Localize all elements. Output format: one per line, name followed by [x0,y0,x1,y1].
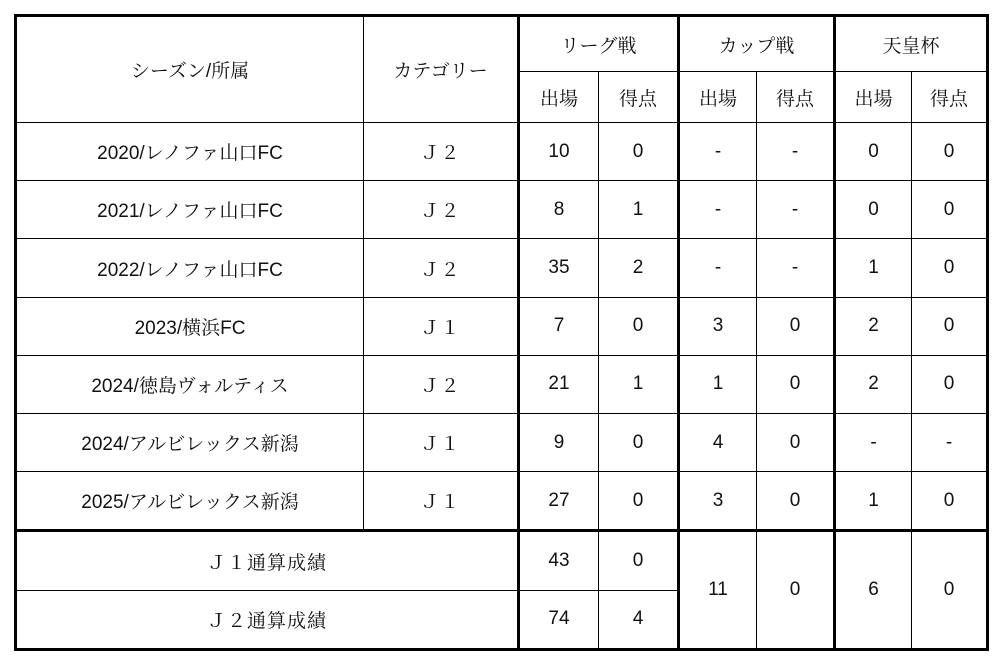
cell-emperor-apps: 1 [835,239,912,297]
cell-cup-goals: 0 [757,355,835,413]
cell-league-goals: 0 [599,414,679,472]
header-season: シーズン/所属 [16,16,364,123]
cell-cup-apps: - [679,239,757,297]
cell-league-goals: 0 [599,123,679,181]
cell-emperor-apps: - [835,414,912,472]
cell-season: 2021/レノファ山口FC [16,181,364,239]
cell-total-label: Ｊ２通算成績 [16,590,519,649]
header-category: カテゴリー [364,16,519,123]
cell-season: 2020/レノファ山口FC [16,123,364,181]
cell-emperor-goals: - [912,414,988,472]
totals-row [16,531,988,590]
cell-emperor-apps: 0 [835,181,912,239]
cell-category: Ｊ２ [364,123,519,181]
cell-season: 2022/レノファ山口FC [16,239,364,297]
cell-league-apps: 35 [519,239,599,297]
table-row [16,355,988,413]
cell-emperor-goals: 0 [912,472,988,531]
cell-emperor-goals: 0 [912,181,988,239]
cell-total-league-apps: 74 [519,590,599,649]
header-group-league: リーグ戦 [519,16,679,72]
cell-season: 2025/アルビレックス新潟 [16,472,364,531]
cell-cup-apps: 1 [679,355,757,413]
cell-category: Ｊ１ [364,414,519,472]
cell-league-goals: 0 [599,297,679,355]
cell-league-goals: 1 [599,355,679,413]
cell-total-cup-apps: 11 [679,531,757,650]
header-league-apps: 出場 [519,72,599,123]
table-row [16,181,988,239]
cell-league-apps: 10 [519,123,599,181]
cell-total-emperor-apps: 6 [835,531,912,650]
cell-cup-apps: 4 [679,414,757,472]
cell-season: 2024/徳島ヴォルティス [16,355,364,413]
header-cup-apps: 出場 [679,72,757,123]
cell-season: 2024/アルビレックス新潟 [16,414,364,472]
cell-cup-apps: 3 [679,297,757,355]
header-league-goals: 得点 [599,72,679,123]
cell-total-league-apps: 43 [519,531,599,590]
cell-category: Ｊ１ [364,297,519,355]
cell-league-goals: 2 [599,239,679,297]
header-cup-goals: 得点 [757,72,835,123]
cell-total-label: Ｊ１通算成績 [16,531,519,590]
cell-cup-goals: 0 [757,414,835,472]
cell-league-goals: 1 [599,181,679,239]
cell-category: Ｊ２ [364,355,519,413]
cell-league-apps: 8 [519,181,599,239]
table-row [16,472,988,531]
table-row [16,414,988,472]
cell-total-league-goals: 4 [599,590,679,649]
cell-league-goals: 0 [599,472,679,531]
cell-category: Ｊ２ [364,181,519,239]
header-group-cup: カップ戦 [679,16,835,72]
table-header-top-row [16,16,988,72]
cell-league-apps: 27 [519,472,599,531]
cell-emperor-apps: 2 [835,355,912,413]
cell-cup-apps: 3 [679,472,757,531]
cell-emperor-goals: 0 [912,239,988,297]
header-emperor-goals: 得点 [912,72,988,123]
header-group-emperor-cup: 天皇杯 [835,16,988,72]
cell-league-apps: 21 [519,355,599,413]
cell-emperor-goals: 0 [912,123,988,181]
cell-category: Ｊ２ [364,239,519,297]
header-emperor-apps: 出場 [835,72,912,123]
career-stats-table [14,14,989,651]
cell-cup-goals: 0 [757,472,835,531]
cell-total-cup-goals: 0 [757,531,835,650]
cell-emperor-apps: 2 [835,297,912,355]
cell-cup-goals: 0 [757,297,835,355]
cell-emperor-apps: 1 [835,472,912,531]
cell-emperor-apps: 0 [835,123,912,181]
cell-cup-apps: - [679,181,757,239]
cell-cup-goals: - [757,239,835,297]
cell-cup-goals: - [757,181,835,239]
cell-cup-goals: - [757,123,835,181]
cell-cup-apps: - [679,123,757,181]
cell-league-apps: 7 [519,297,599,355]
table-row [16,239,988,297]
cell-league-apps: 9 [519,414,599,472]
table-row [16,297,988,355]
cell-total-emperor-goals: 0 [912,531,988,650]
cell-category: Ｊ１ [364,472,519,531]
table-row [16,123,988,181]
cell-emperor-goals: 0 [912,355,988,413]
cell-emperor-goals: 0 [912,297,988,355]
cell-total-league-goals: 0 [599,531,679,590]
cell-season: 2023/横浜FC [16,297,364,355]
